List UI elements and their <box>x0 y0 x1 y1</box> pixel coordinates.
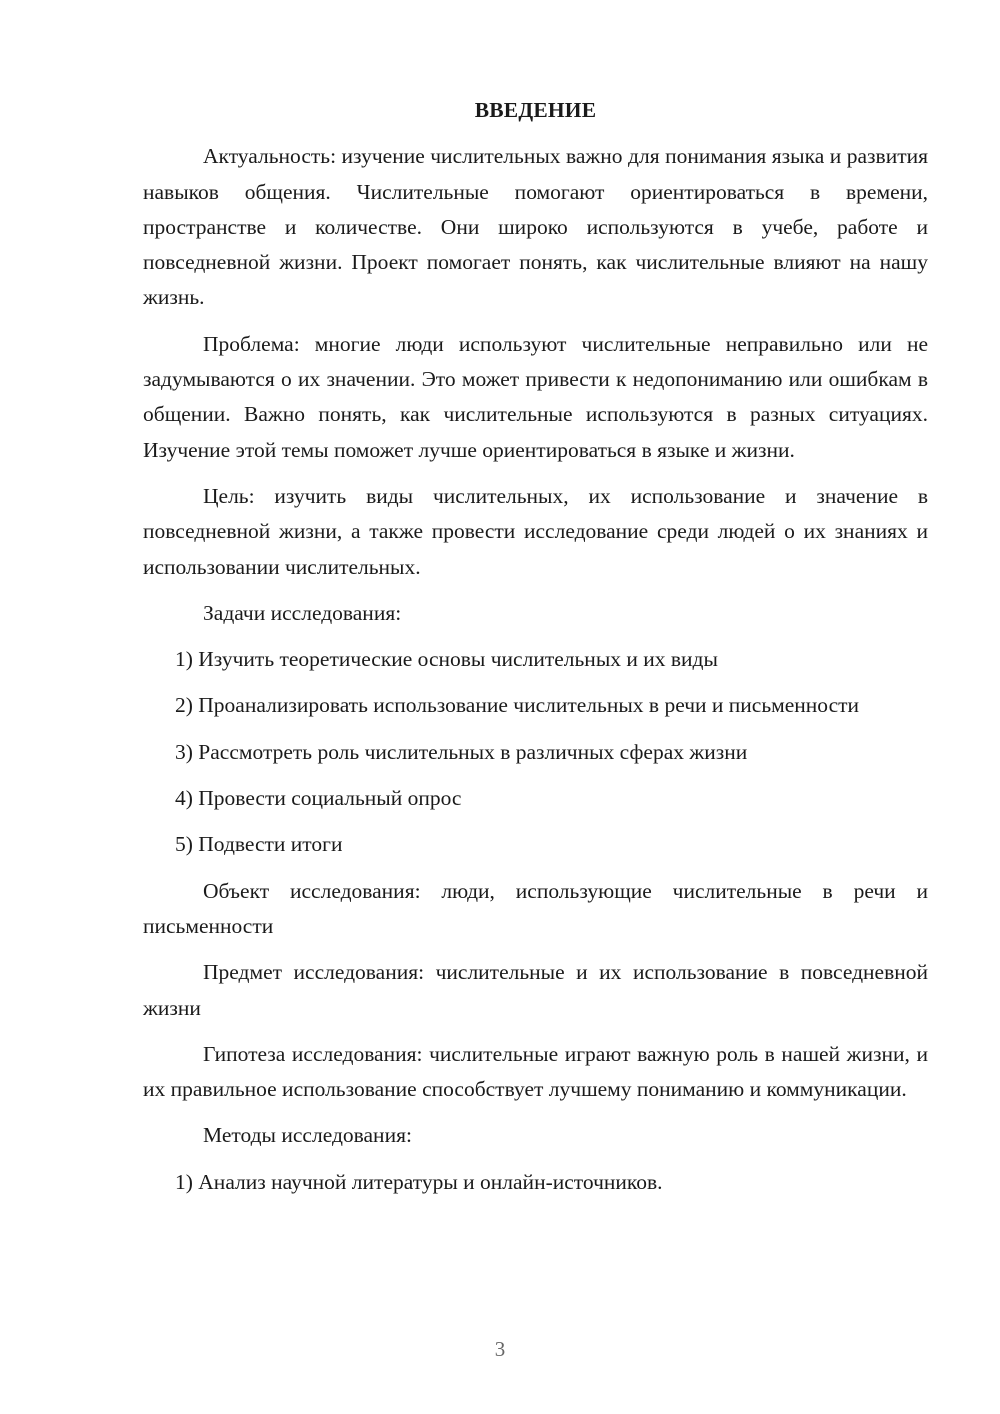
tasks-heading: Задачи исследования: <box>203 600 402 625</box>
problem-paragraph: Проблема: многие люди используют числительные неправильно или не задумываются о их значении. Это может привести к недопониманию или ошибкам в общении. Важно понять, как числительные используются в разных ситуациях. Изучение этой темы поможет лучше ориентироваться в языке и жизни. <box>143 331 928 462</box>
task-item: 2) Проанализировать использование числительных в речи и письменности <box>175 693 860 718</box>
section-title: ВВЕДЕНИЕ <box>474 98 597 122</box>
hypothesis-paragraph: Гипотеза исследования: числительные играют важную роль в нашей жизни, и их правильное использование способствует лучшему пониманию и коммуникации. <box>143 1041 928 1102</box>
task-item: 5) Подвести итоги <box>175 832 343 857</box>
page-number: 3 <box>494 1337 506 1361</box>
methods-heading: Методы исследования: <box>203 1123 412 1148</box>
object-paragraph: Объект исследования: люди, использующие числительные в речи и письменности <box>143 878 928 938</box>
relevance-paragraph: Актуальность: изучение числительных важно для понимания языка и развития навыков общения. Числительные помогают ориентироваться в времени, пространстве и количестве. Они широко используются в учебе, работе и повседневной жизни. Проект помогает понять, как числительные влияют на нашу жизнь. <box>143 144 928 310</box>
page-content <box>143 93 928 1211</box>
subject-paragraph: Предмет исследования: числительные и их использование в повседневной жизни <box>143 960 928 1020</box>
task-item: 1) Изучить теоретические основы числительных и их виды <box>175 647 718 672</box>
method-item: 1) Анализ научной литературы и онлайн-источников. <box>175 1169 663 1194</box>
goal-paragraph: Цель: изучить виды числительных, их использование и значение в повседневной жизни, а также провести исследование среди людей о их знаниях и использовании числительных. <box>143 483 928 579</box>
task-item: 4) Провести социальный опрос <box>175 786 462 811</box>
task-item: 3) Рассмотреть роль числительных в различных сферах жизни <box>175 739 748 764</box>
